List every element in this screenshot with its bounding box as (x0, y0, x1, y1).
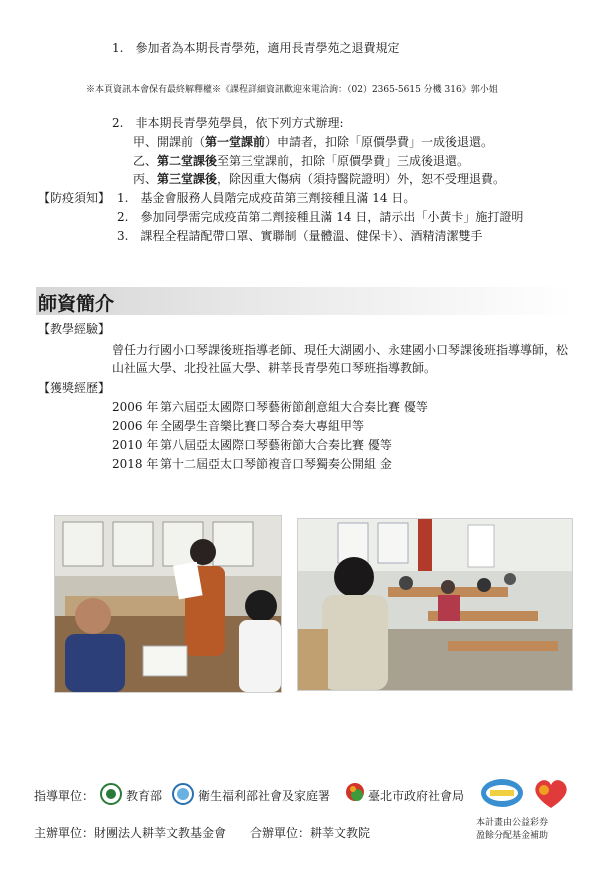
org-moe: 教育部 (126, 789, 163, 803)
refund-rule-bing-bold: 第三堂課後 (157, 172, 218, 186)
refund-rule-yi (133, 153, 469, 169)
award-year: 2018 年 (112, 457, 159, 471)
award-year: 2006 年 (112, 400, 159, 414)
award-text: 全國學生音樂比賽口琴合奏大專組甲等 (160, 419, 365, 433)
award-year: 2010 年 (112, 438, 159, 452)
teacher-section-heading (36, 287, 576, 315)
class-photo-1-image (55, 516, 281, 692)
experience-line-2: 山社區大學、北投社區大學、耕莘長青學苑口琴班指導教師。 (112, 361, 437, 375)
class-photo-2 (297, 518, 573, 691)
mohw-emblem-icon (172, 783, 194, 805)
contact-notice: ※本頁資訊本會保有最終解釋權※《課程詳細資訊歡迎來電洽詢：（02）2365-5615 分機 316》郭小姐 (86, 85, 498, 95)
epidemic-label: 【防疫須知】 (38, 191, 111, 205)
refund-rule-jia-pre: 甲、開課前（ (133, 135, 206, 149)
epidemic-item-2: 2. 參加同學需完成疫苗第二劑接種且滿 14 日，請示出「小黃卡」施打證明 (117, 210, 524, 224)
lottery-note-line-1: 本計畫由公益彩券 (476, 818, 549, 828)
refund-rule-bing-pre: 丙、 (133, 172, 158, 186)
moe-logo (100, 783, 122, 808)
refund-rule-jia-post: ）申請者，扣除「原價學費」一成後退還。 (265, 135, 494, 149)
award-row (112, 456, 392, 472)
heart-logo (532, 776, 570, 813)
lottery-logo (480, 778, 524, 811)
award-row (112, 437, 392, 453)
taipei-logo (344, 781, 366, 808)
refund-rule-yi-post: 至第三堂課前，扣除「原價學費」三成後退還。 (217, 154, 470, 168)
award-text: 第六屆亞太國際口琴藝術節創意組大合奏比賽 優等 (160, 400, 428, 414)
refund-item-1: 1. 參加者為本期長青學苑，適用長青學苑之退費規定 (112, 41, 400, 55)
class-photo-1 (54, 515, 282, 693)
award-row (112, 399, 428, 415)
epidemic-item-1: 1. 基金會服務人員階完成疫苗第三劑接種且滿 14 日。 (117, 191, 416, 205)
org-mohw: 衛生福利部社會及家庭署 (198, 789, 331, 803)
refund-rule-yi-pre: 乙、 (133, 154, 158, 168)
experience-label: 【教學經驗】 (38, 322, 111, 336)
award-row (112, 418, 364, 434)
teacher-heading-text: 師資簡介 (38, 293, 115, 315)
refund-rule-bing (133, 171, 505, 187)
awards-label: 【獲獎經歷】 (38, 381, 111, 395)
class-photo-2-image (298, 519, 572, 690)
host-line: 主辦單位：財團法人耕莘文教基金會 合辦單位：耕莘文教院 (34, 826, 371, 840)
mohw-logo (172, 783, 194, 808)
refund-item-2: 2. 非本期長青學苑學員，依下列方式辦理: (112, 116, 344, 130)
award-text: 第八屆亞太國際口琴藝術節大合奏比賽 優等 (160, 438, 392, 452)
epidemic-item-3: 3. 課程全程請配帶口罩、實聯制（量體溫、健保卡）、酒精清潔雙手 (117, 229, 483, 243)
refund-rule-yi-bold: 第二堂課後 (157, 154, 218, 168)
guide-label: 指導單位： (34, 789, 95, 803)
moe-emblem-icon (100, 783, 122, 805)
refund-rule-jia-bold: 第一堂課前 (205, 135, 266, 149)
experience-line-1: 曾任力行國小口琴課後班指導老師、現任大湖國小、永建國小口琴課後班指導導師，松 (112, 343, 569, 357)
refund-rule-jia (133, 134, 493, 150)
refund-rule-bing-post: ，除因重大傷病（須持醫院證明）外，恕不受理退費。 (217, 172, 506, 186)
award-text: 第十二屆亞太口琴節複音口琴獨奏公開組 金 (160, 457, 392, 471)
taipei-social-bureau-icon (344, 781, 366, 805)
heart-icon (532, 776, 570, 810)
org-taipei: 臺北市政府社會局 (368, 789, 465, 803)
public-welfare-lottery-icon (480, 778, 524, 808)
lottery-note-line-2: 盈餘分配基金補助 (476, 831, 549, 841)
award-year: 2006 年 (112, 419, 159, 433)
